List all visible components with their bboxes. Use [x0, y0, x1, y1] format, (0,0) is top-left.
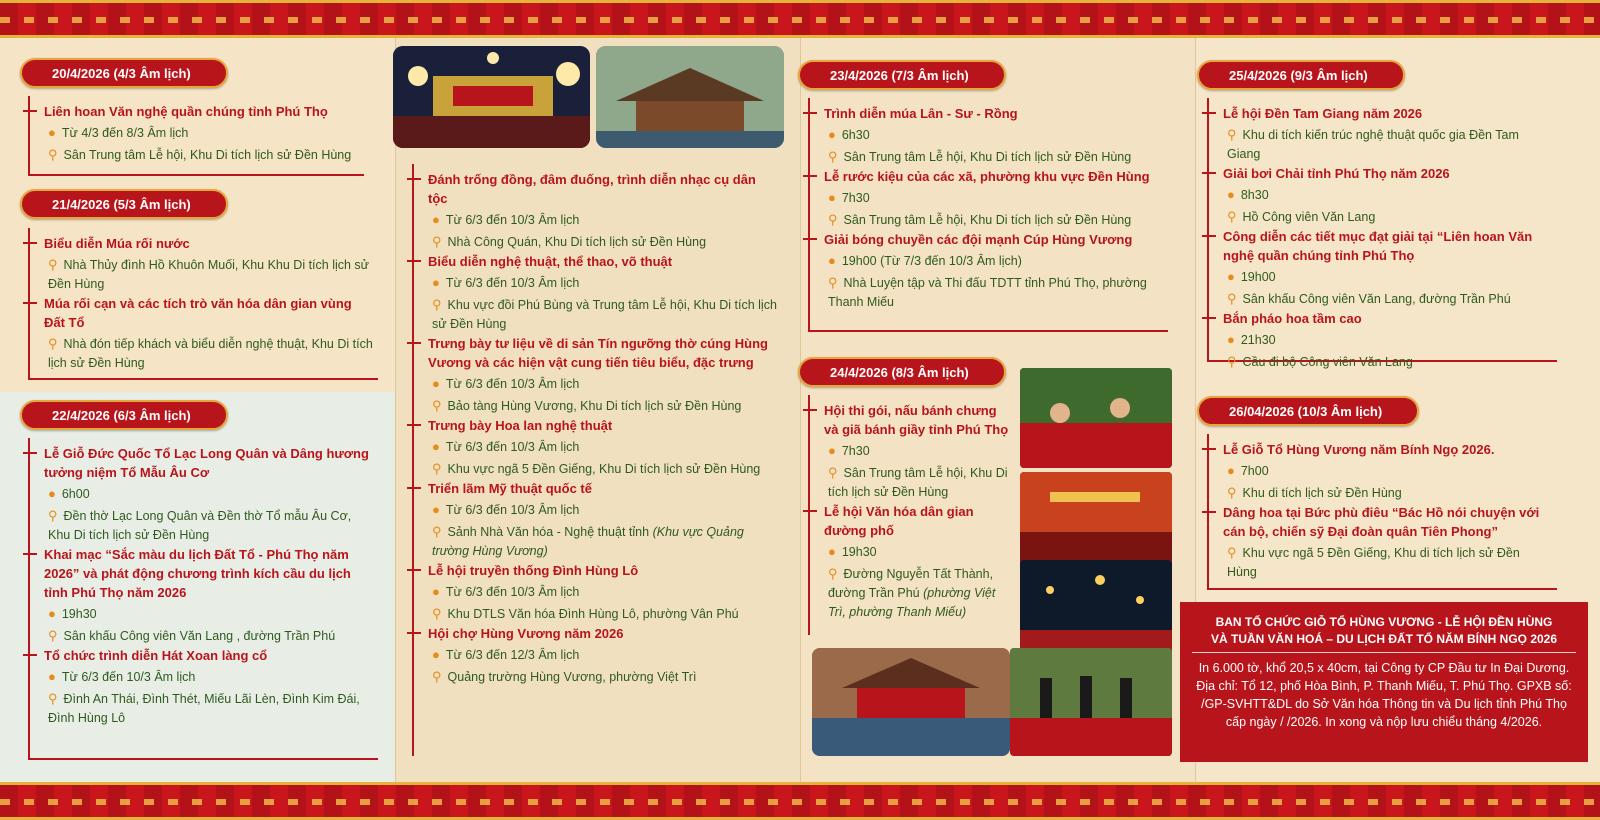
event-place: ⚲ Khu vực ngã 5 Đền Giếng, Khu di tích lịch sử Đền Hùng [1227, 545, 1520, 579]
event-place: ⚲ Nhà đón tiếp khách và biểu diễn nghệ thuật, Khu Di tích lịch sử Đền Hùng [48, 336, 373, 370]
event-title: Triển lãm Mỹ thuật quốc tế [428, 479, 778, 498]
event-place: ⚲ Sân Trung tâm Lễ hội, Khu Di tích lịch sử Đền Hùng [828, 149, 1132, 164]
info-text: In 6.000 tờ, khổ 20,5 x 40cm, tại Công ty CP Đầu tư In Đại Dương. Địa chỉ: Tổ 12, phố Hòa Bình, P. Thanh Miếu, T. Phú Thọ. GPXB số: /GP-SVHTT&DL do Sở Văn hóa Thông tin và Du lịch tỉnh Phú Thọ cấp ngày / /2026. In xong và nộp lưu chiểu tháng 4/2026. [1196, 661, 1572, 729]
ceremony-photo [812, 648, 1010, 756]
event-place-note: (phường Việt Trì, phường Thanh Miếu) [828, 586, 996, 619]
clock-icon: ● [828, 253, 836, 268]
event-title: Lễ rước kiệu của các xã, phường khu vực Đền Hùng [824, 167, 1164, 186]
event-title: Múa rối cạn và các tích trò văn hóa dân gian vùng Đất Tổ [44, 294, 374, 332]
event-title: Giải bóng chuyền các đội mạnh Cúp Hùng Vương [824, 230, 1164, 249]
event-time: ● 7h30 [828, 190, 870, 205]
festival-stage-photo [393, 46, 590, 148]
event-place: ⚲ Đền thờ Lạc Long Quân và Đền thờ Tổ mẫu Âu Cơ, Khu Di tích lịch sử Đền Hùng [48, 508, 352, 542]
event-place: ⚲ Khu di tích kiến trúc nghệ thuật quốc gia Đền Tam Giang [1227, 127, 1519, 161]
event-place: ⚲ Sảnh Nhà Văn hóa - Nghệ thuật tỉnh (Khu vực Quảng trường Hùng Vương) [432, 524, 744, 558]
event-place: ⚲ Quảng trường Hùng Vương, phường Việt Trì [432, 669, 697, 684]
event-place: ⚲ Khu vực đồi Phú Bùng và Trung tâm Lễ hội, Khu Di tích lịch sử Đền Hùng [432, 297, 777, 331]
event-time: ● Từ 6/3 đến 10/3 Âm lịch [432, 275, 580, 290]
event-title: Trình diễn múa Lân - Sư - Rồng [824, 104, 1164, 123]
info-title: BAN TỔ CHỨC GIỖ TỔ HÙNG VƯƠNG - LỄ HỘI ĐỀN HÙNG [1215, 615, 1553, 629]
event-title: Đánh trống đồng, đâm đuống, trình diễn nhạc cụ dân tộc [428, 170, 778, 208]
clock-icon: ● [432, 647, 440, 662]
event-time: ● 8h30 [1227, 187, 1269, 202]
date-pill: 23/4/2026 (7/3 Âm lịch) [798, 60, 1006, 90]
schedule-section [1207, 98, 1557, 369]
location-pin-icon: ⚲ [432, 669, 442, 684]
event-time: ● 19h30 [828, 544, 877, 559]
schedule-section [808, 395, 1014, 635]
event-place: ⚲ Sân Trung tâm Lễ hội, Khu Di tích lịch sử Đền Hùng [828, 465, 1008, 499]
clock-icon: ● [432, 275, 440, 290]
event-place-note: (Khu vực Quảng trường Hùng Vương) [432, 525, 744, 558]
event-time: ● 6h00 [48, 486, 90, 501]
location-pin-icon: ⚲ [828, 149, 838, 164]
clock-icon: ● [48, 669, 56, 684]
date-pill: 25/4/2026 (9/3 Âm lịch) [1197, 60, 1405, 90]
clock-icon: ● [432, 584, 440, 599]
schedule-section [1207, 434, 1557, 590]
event-title: Hội chợ Hùng Vương năm 2026 [428, 624, 778, 643]
event-title: Liên hoan Văn nghệ quần chúng tỉnh Phú Thọ [44, 102, 360, 121]
event-title: Bắn pháo hoa tầm cao [1223, 309, 1553, 328]
event-place: ⚲ Nhà Luyện tập và Thi đấu TDTT tỉnh Phú Thọ, phường Thanh Miếu [828, 275, 1147, 309]
event-place: ⚲ Sân Trung tâm Lễ hội, Khu Di tích lịch sử Đền Hùng [48, 147, 352, 162]
event-title: Tổ chức trình diễn Hát Xoan làng cổ [44, 646, 374, 665]
top-ornament-band [0, 0, 1600, 38]
clock-icon: ● [1227, 269, 1235, 284]
event-place: ⚲ Khu DTLS Văn hóa Đình Hùng Lô, phường Vân Phú [432, 606, 739, 621]
location-pin-icon: ⚲ [1227, 485, 1237, 500]
banh-chung-contest-photo [1020, 368, 1172, 468]
event-time: ● 21h30 [1227, 332, 1276, 347]
event-time: ● 19h30 [48, 606, 97, 621]
event-place: ⚲ Nhà Công Quán, Khu Di tích lịch sử Đền Hùng [432, 234, 707, 249]
schedule-section [808, 98, 1168, 332]
event-title: Trưng bày tư liệu về di sản Tín ngưỡng thờ cúng Hùng Vương và các hiện vật cung tiến tiêu biểu, đặc trưng [428, 334, 778, 372]
info-subtitle: VÀ TUẦN VĂN HOÁ – DU LỊCH ĐẤT TỔ NĂM BÍNH NGỌ 2026 [1210, 632, 1558, 646]
event-title: Giải bơi Chải tỉnh Phú Thọ năm 2026 [1223, 164, 1553, 183]
publisher-info-box [1180, 602, 1588, 762]
date-pill: 21/4/2026 (5/3 Âm lịch) [20, 189, 228, 219]
event-title: Trưng bày Hoa lan nghệ thuật [428, 416, 778, 435]
schedule-section [28, 228, 378, 380]
clock-icon: ● [48, 486, 56, 501]
event-place: ⚲ Nhà Thủy đình Hồ Khuôn Muối, Khu Khu Di tích lịch sử Đền Hùng [48, 257, 370, 291]
clock-icon: ● [432, 212, 440, 227]
event-time: ● 7h30 [828, 443, 870, 458]
bottom-ornament-band [0, 782, 1600, 820]
event-place: ⚲ Khu vực ngã 5 Đền Giếng, Khu Di tích lịch sử Đền Hùng [432, 461, 761, 476]
location-pin-icon: ⚲ [828, 275, 838, 290]
clock-icon: ● [48, 125, 56, 140]
location-pin-icon: ⚲ [48, 257, 58, 272]
clock-icon: ● [828, 443, 836, 458]
event-place: ⚲ Hồ Công viên Văn Lang [1227, 209, 1376, 224]
event-time: ● Từ 4/3 đến 8/3 Âm lịch [48, 125, 189, 140]
event-time: ● 19h00 [1227, 269, 1276, 284]
location-pin-icon: ⚲ [1227, 127, 1237, 142]
schedule-section [412, 164, 782, 756]
date-pill: 24/4/2026 (8/3 Âm lịch) [798, 357, 1006, 387]
clock-icon: ● [1227, 463, 1235, 478]
event-time: ● 19h00 (Từ 7/3 đến 10/3 Âm lịch) [828, 253, 1022, 268]
event-title: Công diễn các tiết mục đạt giải tại “Liên hoan Văn nghệ quần chúng tỉnh Phú Thọ [1223, 227, 1553, 265]
event-title: Biểu diễn nghệ thuật, thể thao, võ thuật [428, 252, 778, 271]
date-pill: 26/04/2026 (10/3 Âm lịch) [1197, 396, 1419, 426]
clock-icon: ● [432, 502, 440, 517]
location-pin-icon: ⚲ [432, 297, 442, 312]
temple-photo [596, 46, 784, 148]
event-time: ● Từ 6/3 đến 10/3 Âm lịch [432, 376, 580, 391]
event-title: Lễ Giỗ Tổ Hùng Vương năm Bính Ngọ 2026. [1223, 440, 1553, 459]
location-pin-icon: ⚲ [1227, 354, 1237, 369]
event-place: ⚲ Sân khấu Công viên Văn Lang , đường Trần Phú [48, 628, 336, 643]
location-pin-icon: ⚲ [1227, 291, 1237, 306]
event-time: ● 7h00 [1227, 463, 1269, 478]
location-pin-icon: ⚲ [48, 628, 58, 643]
event-time: ● Từ 6/3 đến 10/3 Âm lịch [48, 669, 196, 684]
clock-icon: ● [1227, 332, 1235, 347]
event-place: ⚲ Đình An Thái, Đình Thét, Miếu Lãi Lèn, Đình Kim Đái, Đình Hùng Lô [48, 691, 360, 725]
event-title: Lễ hội Văn hóa dân gian đường phố [824, 502, 1010, 540]
event-title: Dâng hoa tại Bức phù điêu “Bác Hồ nói chuyện với cán bộ, chiến sỹ Đại đoàn quân Tiên Phong” [1223, 503, 1553, 541]
clock-icon: ● [828, 544, 836, 559]
event-place: ⚲ Đường Nguyễn Tất Thành, đường Trần Phú (phường Việt Trì, phường Thanh Miếu) [828, 566, 996, 619]
street-festival-photo [1020, 472, 1172, 566]
location-pin-icon: ⚲ [48, 147, 58, 162]
event-title: Lễ hội truyền thống Đình Hùng Lô [428, 561, 778, 580]
event-place: ⚲ Sân Trung tâm Lễ hội, Khu Di tích lịch sử Đền Hùng [828, 212, 1132, 227]
event-time: ● Từ 6/3 đến 10/3 Âm lịch [432, 212, 580, 227]
event-place: ⚲ Sân khấu Công viên Văn Lang, đường Trần Phú [1227, 291, 1511, 306]
event-time: ● Từ 6/3 đến 12/3 Âm lịch [432, 647, 580, 662]
event-place: ⚲ Khu di tích lịch sử Đền Hùng [1227, 485, 1402, 500]
event-title: Hội thi gói, nấu bánh chưng và giã bánh giầy tỉnh Phú Thọ [824, 403, 1009, 437]
location-pin-icon: ⚲ [828, 465, 838, 480]
clock-icon: ● [48, 606, 56, 621]
clock-icon: ● [1227, 187, 1235, 202]
location-pin-icon: ⚲ [48, 508, 58, 523]
date-pill: 22/4/2026 (6/3 Âm lịch) [20, 400, 228, 430]
schedule-section [28, 438, 378, 760]
clock-icon: ● [828, 127, 836, 142]
event-time: ● Từ 6/3 đến 10/3 Âm lịch [432, 502, 580, 517]
event-time: ● 6h30 [828, 127, 870, 142]
location-pin-icon: ⚲ [432, 398, 442, 413]
location-pin-icon: ⚲ [432, 234, 442, 249]
clock-icon: ● [432, 439, 440, 454]
clock-icon: ● [432, 376, 440, 391]
event-place: ⚲ Bảo tàng Hùng Vương, Khu Di tích lịch sử Đền Hùng [432, 398, 742, 413]
event-time: ● Từ 6/3 đến 10/3 Âm lịch [432, 584, 580, 599]
schedule-section [28, 96, 364, 176]
location-pin-icon: ⚲ [432, 606, 442, 621]
location-pin-icon: ⚲ [1227, 209, 1237, 224]
location-pin-icon: ⚲ [48, 691, 58, 706]
location-pin-icon: ⚲ [432, 524, 442, 539]
location-pin-icon: ⚲ [48, 336, 58, 351]
event-time: ● Từ 6/3 đến 10/3 Âm lịch [432, 439, 580, 454]
location-pin-icon: ⚲ [828, 566, 838, 581]
location-pin-icon: ⚲ [828, 212, 838, 227]
event-title: Biểu diễn Múa rối nước [44, 234, 374, 253]
bamboo-dance-photo [1010, 648, 1172, 756]
divider [1192, 652, 1576, 653]
event-title: Lễ Giỗ Đức Quốc Tổ Lạc Long Quân và Dâng hương tưởng niệm Tổ Mẫu Âu Cơ [44, 444, 374, 482]
date-pill: 20/4/2026 (4/3 Âm lịch) [20, 58, 228, 88]
event-place: ⚲ Cầu đi bộ Công viên Văn Lang [1227, 354, 1413, 369]
location-pin-icon: ⚲ [432, 461, 442, 476]
clock-icon: ● [828, 190, 836, 205]
event-title: Lễ hội Đền Tam Giang năm 2026 [1223, 104, 1553, 123]
location-pin-icon: ⚲ [1227, 545, 1237, 560]
event-title: Khai mạc “Sắc màu du lịch Đất Tổ - Phú Thọ năm 2026” và phát động chương trình kích cầu du lịch tỉnh Phú Thọ năm 2026 [44, 545, 374, 602]
